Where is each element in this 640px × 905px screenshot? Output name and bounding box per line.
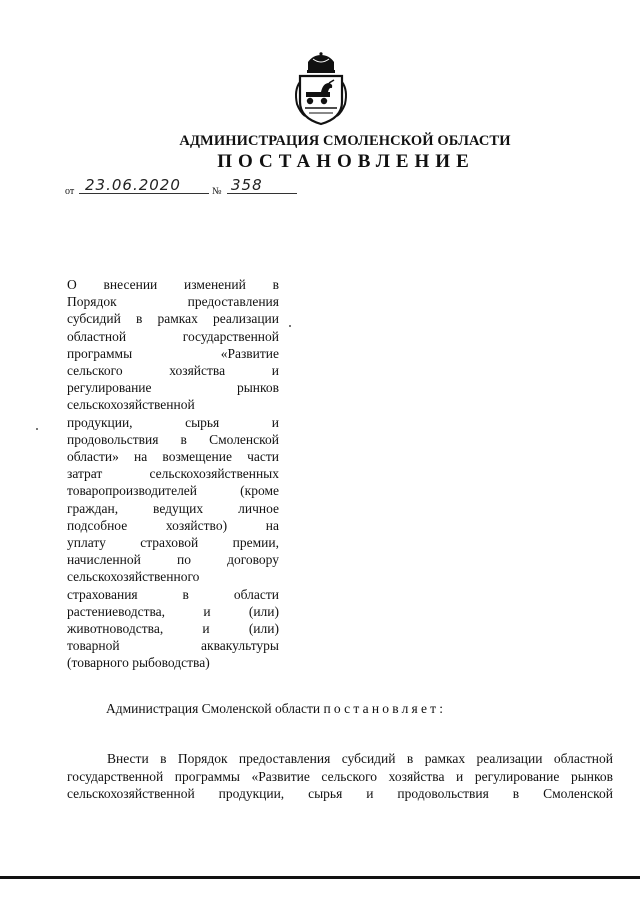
preamble-subject: Администрация Смоленской области (106, 701, 321, 716)
subject-line: начисленной по договору (67, 552, 279, 568)
number-value: 358 (231, 176, 263, 194)
subject-line: продовольствия в Смоленской (67, 431, 279, 447)
date-value: 23.06.2020 (85, 176, 181, 194)
subject-line: животноводства, и (или) (67, 621, 279, 637)
scan-speck (289, 325, 291, 327)
subject-line: субсидий в рамках реализации (67, 311, 279, 327)
subject-line: сельскохозяйственной (67, 397, 195, 413)
scan-speck (36, 428, 38, 430)
document-subject (67, 276, 279, 672)
subject-line: сельскохозяйственного (67, 569, 200, 585)
document-type-title: ПОСТАНОВЛЕНИЕ (217, 151, 475, 172)
subject-line: области» на возмещение части (67, 449, 279, 465)
date-label: от (65, 186, 75, 197)
subject-line: сельского хозяйства и (67, 363, 279, 379)
organization-title: АДМИНИСТРАЦИЯ СМОЛЕНСКОЙ ОБЛАСТИ (179, 133, 511, 149)
smolensk-coat-of-arms-icon (291, 52, 351, 126)
subject-line: О внесении изменений в (67, 277, 279, 292)
number-label: № (212, 186, 222, 197)
preamble-verb: постановляет: (323, 701, 447, 716)
subject-line: областной государственной (67, 328, 279, 344)
page-bottom-edge (0, 876, 640, 879)
subject-line: страхования в области (67, 586, 279, 602)
preamble (106, 701, 446, 717)
subject-line: затрат сельскохозяйственных (67, 466, 279, 482)
subject-line: программы «Развитие (67, 345, 279, 361)
subject-line: Порядок предоставления (67, 294, 279, 310)
subject-line: (товарного рыбоводства) (67, 655, 210, 671)
subject-line: регулирование рынков (67, 380, 279, 396)
subject-line: уплату страховой премии, (67, 535, 279, 551)
subject-line: подсобное хозяйство) на (67, 517, 279, 533)
subject-line: товарной аквакультуры (67, 638, 279, 654)
body-paragraph: Внести в Порядок предоставления субсидий в рамках реализации областной государственной программы «Развитие сельского хозяйства и регулирование рынков сельскохозяйственной продукции, сырья и продовольствия в Смоленской (67, 751, 613, 801)
subject-line: граждан, ведущих личное (67, 500, 279, 516)
subject-line: продукции, сырья и (67, 414, 279, 430)
subject-line: растениеводства, и (или) (67, 603, 279, 619)
subject-line: товаропроизводителей (кроме (67, 483, 279, 499)
